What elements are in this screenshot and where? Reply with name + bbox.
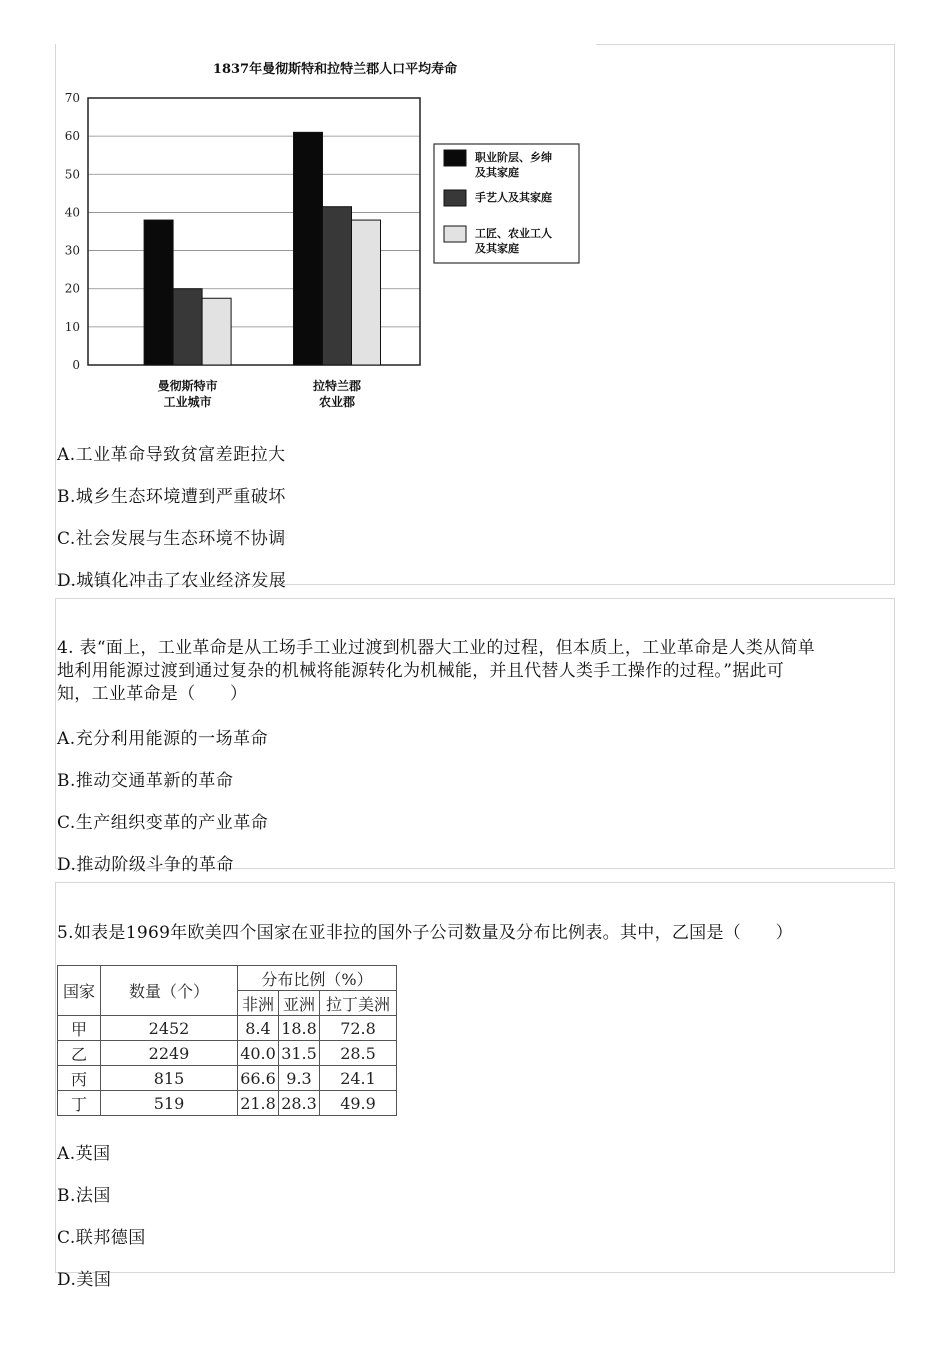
table-cell: 8.4 [238,1016,279,1041]
y-tick-label: 0 [72,358,80,372]
y-tick-label: 10 [64,319,80,334]
q5-option-b[interactable]: B.法国 [57,1186,111,1206]
bar [144,220,173,365]
legend-label: 及其家庭 [475,242,519,255]
bar [202,298,231,365]
table-cell: 815 [101,1066,238,1091]
table-header-country: 国家 [58,966,101,1016]
y-tick-label: 40 [64,205,80,220]
table-row [58,1066,397,1091]
q3-option-a[interactable]: A.工业革命导致贫富差距拉大 [57,445,286,465]
legend-label: 工匠、农业工人 [475,227,552,240]
x-category-label: 曼彻斯特市 [157,379,218,393]
x-category-label: 工业城市 [163,395,212,409]
y-tick-label: 30 [64,243,80,258]
table-cell: 丁 [58,1091,101,1116]
subsidiary-distribution-table [57,965,397,1116]
q5-option-c[interactable]: C.联邦德国 [57,1228,146,1248]
chart-title: 1837年曼彻斯特和拉特兰郡人口平均寿命 [212,62,458,77]
q4-option-b[interactable]: B.推动交通革新的革命 [57,771,234,791]
bar [173,289,202,365]
q3-option-d[interactable]: D.城镇化冲击了农业经济发展 [57,571,287,591]
q4-stem-line-3: 知，工业革命是（ ） [57,684,248,704]
x-category-label: 拉特兰郡 [312,379,362,393]
table-cell: 49.9 [320,1091,397,1116]
table-cell: 21.8 [238,1091,279,1116]
life-expectancy-chart [55,55,595,425]
table-row [58,1016,397,1041]
bar [294,132,323,365]
table-header-count: 数量（个） [101,966,238,1016]
y-tick-label: 50 [64,167,80,182]
table-cell: 甲 [58,1016,101,1041]
table-cell: 乙 [58,1041,101,1066]
table-cell: 2249 [101,1041,238,1066]
table-row [58,1091,397,1116]
q3-option-b[interactable]: B.城乡生态环境遭到严重破坏 [57,487,286,507]
y-tick-label: 20 [64,281,80,296]
table-cell: 40.0 [238,1041,279,1066]
table-cell: 66.6 [238,1066,279,1091]
q4-option-d[interactable]: D.推动阶级斗争的革命 [57,855,234,875]
legend-label: 及其家庭 [475,166,519,179]
q4-stem-line-1: 4. 表“面上，工业革命是从工场手工业过渡到机器大工业的过程，但本质上，工业革命是人类从简单 [57,638,816,658]
table-cell: 31.5 [279,1041,320,1066]
legend-label: 职业阶层、乡绅 [475,151,552,164]
q5-stem: 5.如表是1969年欧美四个国家在亚非拉的国外子公司数量及分布比例表。其中，乙国是（ ） [57,923,793,943]
table-cell: 28.5 [320,1041,397,1066]
table-cell: 519 [101,1091,238,1116]
q4-stem-line-2: 地利用能源过渡到通过复杂的机械将能源转化为机械能，并且代替人类手工操作的过程。”据此可 [57,661,785,681]
legend-swatch [444,150,466,166]
q5-option-a[interactable]: A.英国 [57,1144,111,1164]
q5-option-d[interactable]: D.美国 [57,1270,112,1290]
table-cell: 18.8 [279,1016,320,1041]
bar [352,220,381,365]
table-cell: 2452 [101,1016,238,1041]
legend-swatch [444,190,466,206]
table-header-asia: 亚洲 [279,991,320,1016]
bar [323,207,352,365]
table-header-distribution: 分布比例（%） [238,966,397,991]
q3-option-c[interactable]: C.社会发展与生态环境不协调 [57,529,286,549]
q4-option-a[interactable]: A.充分利用能源的一场革命 [57,729,269,749]
q4-option-c[interactable]: C.生产组织变革的产业革命 [57,813,269,833]
table-cell: 28.3 [279,1091,320,1116]
table-cell: 9.3 [279,1066,320,1091]
x-category-label: 农业郡 [318,395,356,409]
table-cell: 72.8 [320,1016,397,1041]
table-header-latam: 拉丁美洲 [320,991,397,1016]
legend-swatch [444,226,466,242]
table-cell: 24.1 [320,1066,397,1091]
table-header-africa: 非洲 [238,991,279,1016]
y-tick-label: 70 [64,91,80,105]
legend-label: 手艺人及其家庭 [475,191,552,204]
table-cell: 丙 [58,1066,101,1091]
table-row [58,1041,397,1066]
y-tick-label: 60 [64,129,80,144]
